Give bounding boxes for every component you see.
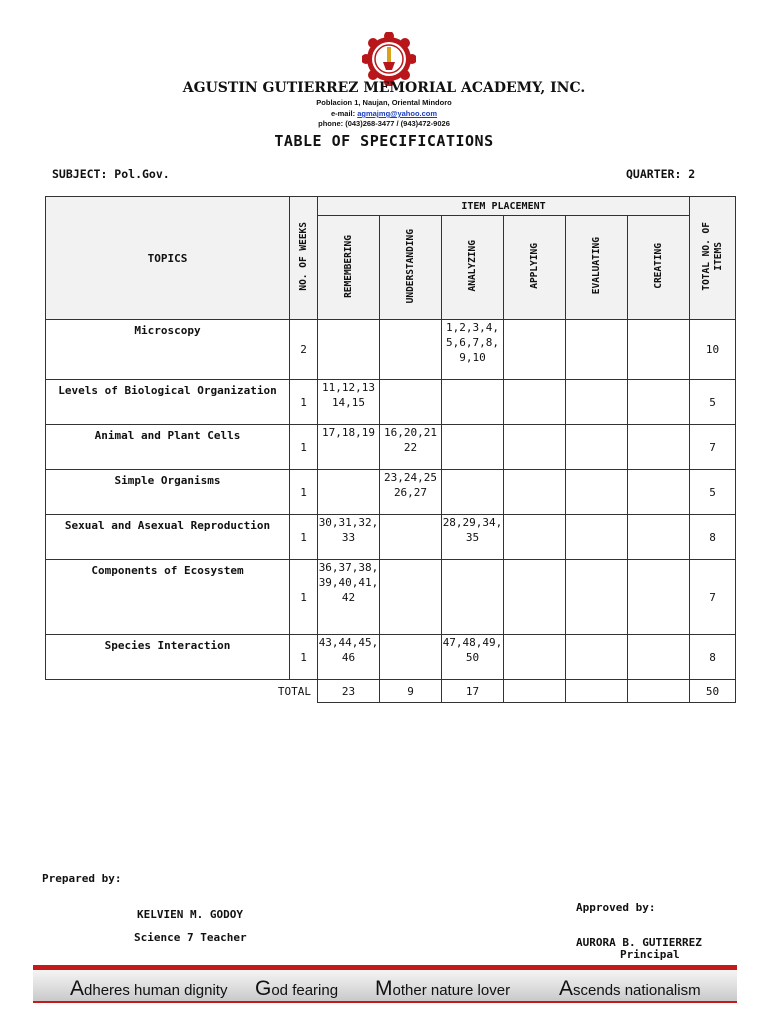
item-cell-understanding [380,320,442,380]
item-cell-evaluating [566,380,628,425]
school-email [0,109,768,118]
item-cell-creating [628,470,690,515]
item-cell-applying [504,380,566,425]
level-header-analyzing: ANALYZING [442,216,504,320]
total-understanding: 9 [380,680,442,703]
item-cell-applying [504,320,566,380]
item-cell-remembering: 30,31,32, 33 [318,515,380,560]
total-applying [504,680,566,703]
item-cell-analyzing [442,560,504,635]
level-header-remembering: REMEMBERING [318,216,380,320]
weeks-cell: 2 [290,320,318,380]
weeks-cell: 1 [290,560,318,635]
total-creating [628,680,690,703]
topic-cell: Species Interaction [46,635,290,680]
item-cell-evaluating [566,560,628,635]
item-cell-remembering: 17,18,19 [318,425,380,470]
school-name: AGUSTIN GUTIERREZ MEMORIAL ACADEMY, INC. [182,80,586,96]
item-cell-remembering [318,470,380,515]
subject-label: SUBJECT: Pol.Gov. [52,167,170,181]
weeks-header: NO. OF WEEKS [290,197,318,320]
totals-row [46,680,736,703]
item-cell-analyzing [442,425,504,470]
topic-cell: Simple Organisms [46,470,290,515]
item-cell-analyzing: 1,2,3,4,5,6,7,8,9,10 [442,320,504,380]
level-header-understanding: UNDERSTANDING [380,216,442,320]
document-title: TABLE OF SPECIFICATIONS [274,132,494,150]
table-row [46,560,736,635]
motto-2: God fearing [255,977,339,1000]
level-header-evaluating: EVALUATING [566,216,628,320]
approver-title: Principal [620,948,680,961]
table-row [46,470,736,515]
item-cell-remembering: 11,12,13 14,15 [318,380,380,425]
approved-by-label: Approved by: [576,901,656,914]
motto-banner [33,965,737,1003]
prepared-by-label: Prepared by: [42,872,122,885]
row-total-cell: 8 [690,515,736,560]
grand-total: 50 [690,680,736,703]
weeks-cell: 1 [290,515,318,560]
motto-4: Ascends nationalism [559,977,701,1000]
item-cell-understanding: 16,20,21 22 [380,425,442,470]
quarter-label: QUARTER: 2 [626,167,696,181]
item-cell-applying [504,515,566,560]
item-cell-remembering: 36,37,38, 39,40,41, 42 [318,560,380,635]
level-header-creating: CREATING [628,216,690,320]
weeks-cell: 1 [290,470,318,515]
item-cell-creating [628,635,690,680]
item-cell-understanding [380,635,442,680]
topic-cell: Levels of Biological Organization [46,380,290,425]
row-total-cell: 8 [690,635,736,680]
item-cell-remembering [318,320,380,380]
school-phone: phone: (043)268-3477 / (943)472-9026 [318,119,450,128]
item-cell-applying [504,425,566,470]
total-label: TOTAL [277,684,311,698]
approver-name: AURORA B. GUTIERREZ [576,936,702,949]
item-cell-evaluating [566,515,628,560]
item-cell-understanding [380,515,442,560]
item-cell-creating [628,425,690,470]
topic-cell: Microscopy [46,320,290,380]
table-row [46,425,736,470]
row-total-cell: 10 [690,320,736,380]
email-link[interactable]: agmajmg@yahoo.com [357,109,438,118]
table-row [46,515,736,560]
item-cell-evaluating [566,425,628,470]
table-row [46,380,736,425]
motto-1: Adheres human dignity [70,977,228,1000]
item-cell-applying [504,470,566,515]
row-total-cell: 7 [690,425,736,470]
total-analyzing: 17 [442,680,504,703]
preparer-name: KELVIEN M. GODOY [137,908,243,921]
weeks-cell: 1 [290,425,318,470]
topic-cell: Sexual and Asexual Reproduction [46,515,290,560]
specifications-table [45,196,736,703]
level-header-applying: APPLYING [504,216,566,320]
topic-cell: Animal and Plant Cells [46,425,290,470]
item-cell-creating [628,320,690,380]
email-label: e-mail: [330,109,356,118]
school-address: Poblacion 1, Naujan, Oriental Mindoro [316,98,452,107]
preparer-title: Science 7 Teacher [134,931,247,944]
item-cell-evaluating [566,320,628,380]
item-cell-understanding: 23,24,25 26,27 [380,470,442,515]
item-cell-applying [504,635,566,680]
item-placement-header: ITEM PLACEMENT [318,197,690,216]
row-total-cell: 5 [690,380,736,425]
item-cell-understanding [380,560,442,635]
weeks-cell: 1 [290,635,318,680]
item-cell-evaluating [566,635,628,680]
item-cell-evaluating [566,470,628,515]
item-cell-creating [628,515,690,560]
motto-3: Mother nature lover [375,977,511,1000]
weeks-cell: 1 [290,380,318,425]
topic-cell: Components of Ecosystem [46,560,290,635]
item-cell-remembering: 43,44,45, 46 [318,635,380,680]
item-cell-analyzing [442,380,504,425]
item-cell-creating [628,560,690,635]
item-cell-creating [628,380,690,425]
total-evaluating [566,680,628,703]
total-remembering: 23 [318,680,380,703]
item-cell-applying [504,560,566,635]
item-cell-analyzing [442,470,504,515]
item-cell-analyzing: 28,29,34, 35 [442,515,504,560]
table-row [46,635,736,680]
table-row [46,320,736,380]
total-items-header: TOTAL NO. OF ITEMS [690,197,736,320]
row-total-cell: 5 [690,470,736,515]
topics-header: TOPICS [46,197,290,320]
item-cell-understanding [380,380,442,425]
row-total-cell: 7 [690,560,736,635]
item-cell-analyzing: 47,48,49, 50 [442,635,504,680]
school-seal-icon [362,32,416,86]
